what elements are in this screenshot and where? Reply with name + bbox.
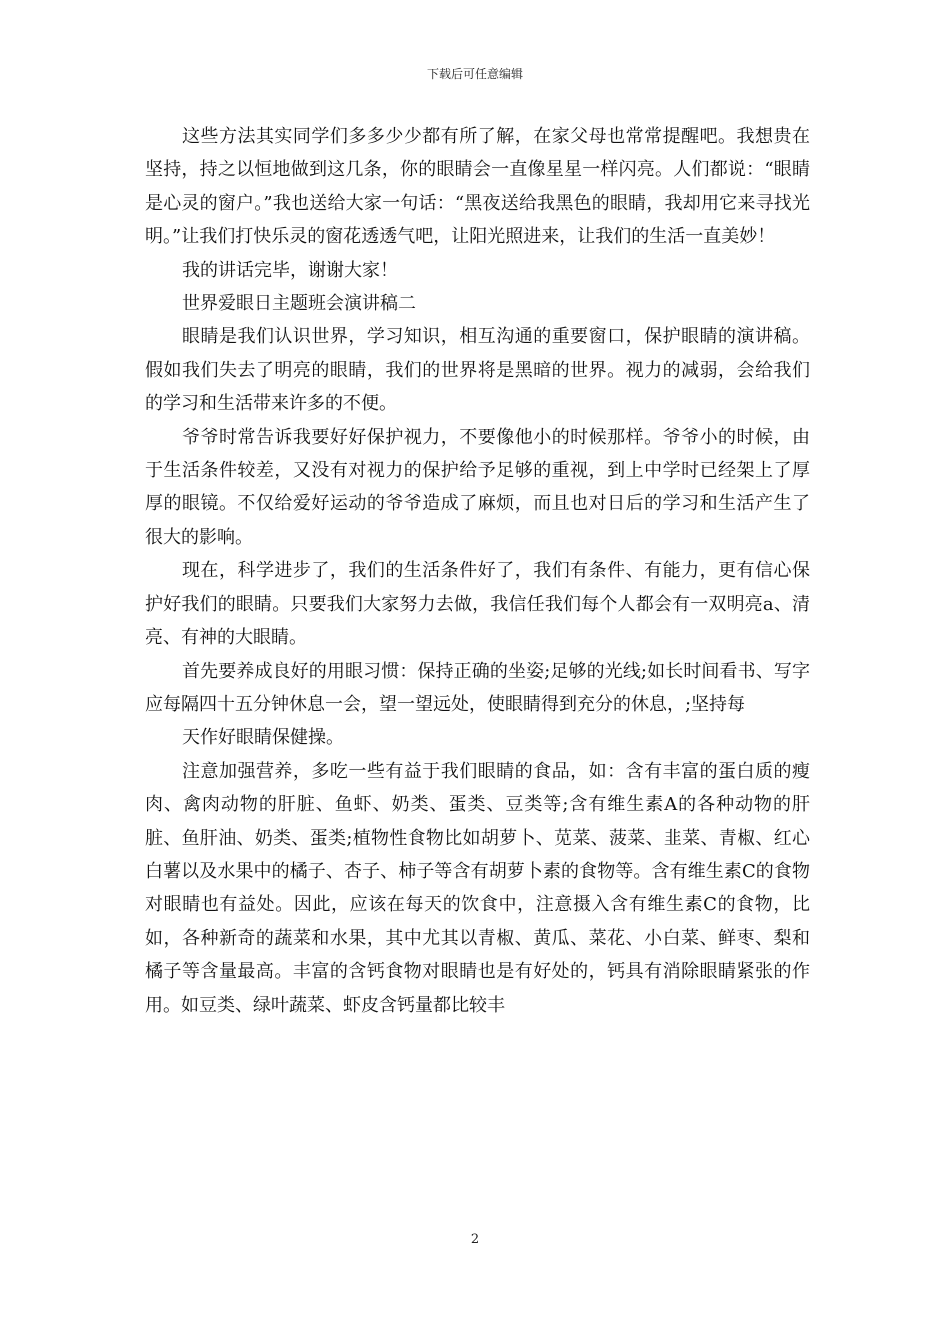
paragraph-grandpa: 爷爷时常告诉我要好好保护视力，不要像他小的时候那样。爷爷小的时候，由于生活条件较差，又没有对视力的保护给予足够的重视，到上中学时已经架上了厚厚的眼镜。不仅给爱好运动的爷爷造成了麻烦，而且也对日后的学习和生活产生了很大的影响。 bbox=[145, 426, 810, 548]
paragraph-nutrition: 注意加强营养，多吃一些有益于我们眼睛的食品，如：含有丰富的蛋白质的瘦肉、禽肉动物的肝脏、鱼虾、奶类、蛋类、豆类等;含有维生素A的各种动物的肝脏、鱼肝油、奶类、蛋类;植物性食物比如胡萝卜、苋菜、菠菜、韭菜、青椒、红心白薯以及水果中的橘子、杏子、柿子等含有胡萝卜素的食物等。含有维生素C的食物对眼睛也有益处。因此，应该在每天的饮食中，注意摄入含有维生素C的食物，比如，各种新奇的蔬菜和水果，其中尤其以青椒、黄瓜、菜花、小白菜、鲜枣、梨和橘子等含量最高。丰富的含钙食物对眼睛也是有好处的，钙具有消除眼睛紧张的作用。如豆类、绿叶蔬菜、虾皮含钙量都比较丰 bbox=[145, 760, 810, 1016]
body-text bbox=[145, 120, 810, 1022]
paragraph-eye-exercise: 天作好眼睛保健操。 bbox=[182, 727, 344, 749]
section-title: 世界爱眼日主题班会演讲稿二 bbox=[182, 293, 416, 315]
paragraph-eye-habits: 首先要养成良好的用眼习惯：保持正确的坐姿;足够的光线;如长时间看书、写字应每隔四十五分钟休息一会，望一望远处，使眼睛得到充分的休息，;坚持每 bbox=[145, 660, 810, 715]
paragraph-speech-end: 我的讲话完毕，谢谢大家！ bbox=[182, 259, 398, 281]
paragraph-closing-advice: 这些方法其实同学们多多少少都有所了解，在家父母也常常提醒吧。我想贵在坚持，持之以恒地做到这几条，你的眼睛会一直像星星一样闪亮。人们都说：“眼睛是心灵的窗户。”我也送给大家一句话：“黑夜送给我黑色的眼睛，我却用它来寻找光明。”让我们打快乐灵的窗花透透气吧，让阳光照进来，让我们的生活一直美妙！ bbox=[145, 126, 810, 248]
paragraph-eyes-window: 眼睛是我们认识世界，学习知识，相互沟通的重要窗口，保护眼睛的演讲稿。假如我们失去了明亮的眼睛，我们的世界将是黑暗的世界。视力的减弱，会给我们的学习和生活带来许多的不便。 bbox=[145, 326, 810, 415]
page-number: 2 bbox=[470, 1232, 480, 1247]
page-header: 下载后可任意编辑 bbox=[426, 67, 523, 81]
paragraph-science-progress: 现在，科学进步了，我们的生活条件好了，我们有条件、有能力，更有信心保护好我们的眼睛。只要我们大家努力去做，我信任我们每个人都会有一双明亮a、清亮、有神的大眼睛。 bbox=[145, 560, 810, 649]
